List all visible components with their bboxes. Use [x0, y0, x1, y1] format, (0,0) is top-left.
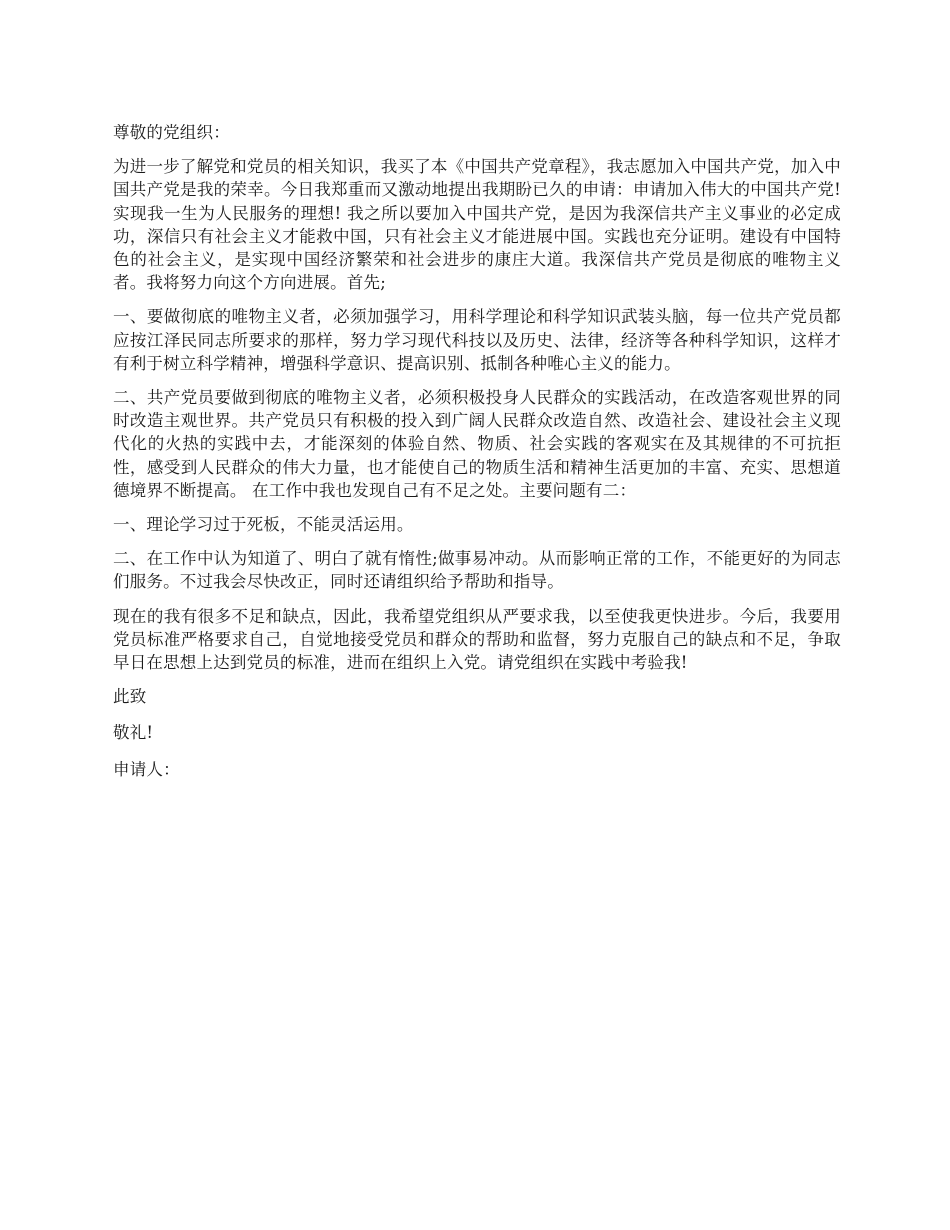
closing-cizhi: 此致 — [113, 687, 147, 707]
paragraph-point-2: 二、共产党员要做到彻底的唯物主义者，必须积极投身人民群众的实践活动，在改造客观世界的同时改造主观世界。共产党员只有积极的投入到广阔人民群众改造自然、改造社会、建设社会主义现代化的火热的实践中去，才能深刻的体验自然、物质、社会实践的客观实在及其规律的不可抗拒性，感受到人民群众的伟大力量，也才能使自己的物质生活和精神生活更加的丰富、充实、思想道德境界不断提高。 在工作中我也发现自己有不足之处。主要问题有二： — [113, 388, 841, 500]
paragraph-problem-2: 二、在工作中认为知道了、明白了就有惰性;做事易冲动。从而影响正常的工作，不能更好的为同志们服务。不过我会尽快改正，同时还请组织给予帮助和指导。 — [113, 549, 841, 592]
signature-label: 申请人： — [113, 759, 180, 779]
salutation: 尊敬的党组织： — [113, 123, 230, 142]
paragraph-conclusion: 现在的我有很多不足和缺点，因此，我希望党组织从严要求我，以至使我更快进步。今后，我要用党员标准严格要求自己，自觉地接受党员和群众的帮助和监督，努力克服自己的缺点和不足，争取早日在思想上达到党员的标准，进而在组织上入党。请党组织在实践中考验我! — [113, 606, 841, 673]
paragraph-point-1: 一、要做彻底的唯物主义者，必须加强学习，用科学理论和科学知识武装头脑，每一位共产党员都应按江泽民同志所要求的那样，努力学习现代科技以及历史、法律，经济等各种科学知识，这样才有利于树立科学精神，增强科学意识、提高识别、抵制各种唯心主义的能力。 — [113, 307, 841, 373]
paragraph-intro: 为进一步了解党和党员的相关知识，我买了本《中国共产党章程》，我志愿加入中国共产党，加入中国共产党是我的荣幸。今日我郑重而又激动地提出我期盼已久的申请：申请加入伟大的中国共产党!实现我一生为人民服务的理想! 我之所以要加入中国共产党，是因为我深信共产主义事业的必定成功，深信只有社会主义才能救中国，只有社会主义才能进展中国。实践也充分证明。建设有中国特色的社会主义，是实现中国经济繁荣和社会进步的康庄大道。我深信共产党员是彻底的唯物主义者。我将努力向这个方向进展。首先; — [113, 157, 841, 293]
closing-jingli: 敬礼! — [113, 723, 154, 743]
paragraph-problem-1: 一、理论学习过于死板，不能灵活运用。 — [113, 515, 414, 535]
letter-body — [113, 121, 841, 792]
